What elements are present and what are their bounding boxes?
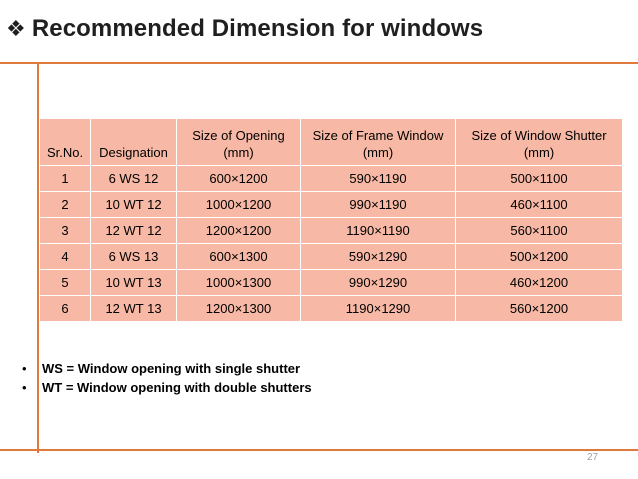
cell-opening: 1200×1300 bbox=[177, 296, 301, 322]
table-row bbox=[40, 192, 623, 218]
list-item bbox=[22, 359, 312, 378]
cell-frame: 1190×1290 bbox=[301, 296, 456, 322]
cell-shutter: 460×1100 bbox=[456, 192, 623, 218]
cell-designation: 10 WT 13 bbox=[91, 270, 177, 296]
bullet-icon: • bbox=[22, 361, 27, 376]
cell-shutter: 460×1200 bbox=[456, 270, 623, 296]
cell-designation: 6 WS 12 bbox=[91, 166, 177, 192]
cell-sr-no: 5 bbox=[40, 270, 91, 296]
header-opening-size: Size of Opening (mm) bbox=[177, 119, 301, 166]
table-row bbox=[40, 244, 623, 270]
cell-sr-no: 3 bbox=[40, 218, 91, 244]
cell-opening: 1000×1200 bbox=[177, 192, 301, 218]
table-row bbox=[40, 218, 623, 244]
table-header-row bbox=[40, 119, 623, 166]
header-frame-size: Size of Frame Window (mm) bbox=[301, 119, 456, 166]
diamond-bullet-icon: ❖ bbox=[6, 16, 26, 41]
cell-designation: 12 WT 13 bbox=[91, 296, 177, 322]
table-row bbox=[40, 270, 623, 296]
header-shutter-size: Size of Window Shutter (mm) bbox=[456, 119, 623, 166]
table-row bbox=[40, 166, 623, 192]
cell-shutter: 500×1200 bbox=[456, 244, 623, 270]
cell-opening: 600×1300 bbox=[177, 244, 301, 270]
dimension-table-container bbox=[39, 118, 623, 322]
slide-title bbox=[6, 15, 483, 43]
dimension-table bbox=[39, 118, 623, 322]
bullet-icon: • bbox=[22, 380, 27, 395]
cell-opening: 1000×1300 bbox=[177, 270, 301, 296]
cell-designation: 6 WS 13 bbox=[91, 244, 177, 270]
table-row bbox=[40, 296, 623, 322]
cell-opening: 1200×1200 bbox=[177, 218, 301, 244]
cell-frame: 990×1290 bbox=[301, 270, 456, 296]
page-number: 27 bbox=[587, 452, 599, 463]
cell-shutter: 560×1100 bbox=[456, 218, 623, 244]
list-item bbox=[22, 378, 312, 397]
footer-divider bbox=[0, 449, 638, 451]
abbreviation-notes bbox=[22, 359, 312, 397]
cell-frame: 1190×1190 bbox=[301, 218, 456, 244]
cell-shutter: 500×1100 bbox=[456, 166, 623, 192]
slide-title-text: Recommended Dimension for windows bbox=[31, 15, 484, 42]
cell-opening: 600×1200 bbox=[177, 166, 301, 192]
cell-sr-no: 2 bbox=[40, 192, 91, 218]
header-designation: Designation bbox=[91, 119, 177, 166]
title-divider bbox=[0, 62, 638, 64]
cell-sr-no: 1 bbox=[40, 166, 91, 192]
cell-designation: 10 WT 12 bbox=[91, 192, 177, 218]
cell-shutter: 560×1200 bbox=[456, 296, 623, 322]
cell-frame: 590×1290 bbox=[301, 244, 456, 270]
cell-designation: 12 WT 12 bbox=[91, 218, 177, 244]
cell-sr-no: 6 bbox=[40, 296, 91, 322]
cell-frame: 590×1190 bbox=[301, 166, 456, 192]
note-wt: WT = Window opening with double shutters bbox=[42, 380, 312, 395]
note-ws: WS = Window opening with single shutter bbox=[42, 361, 301, 376]
cell-sr-no: 4 bbox=[40, 244, 91, 270]
cell-frame: 990×1190 bbox=[301, 192, 456, 218]
header-sr-no: Sr.No. bbox=[40, 119, 91, 166]
